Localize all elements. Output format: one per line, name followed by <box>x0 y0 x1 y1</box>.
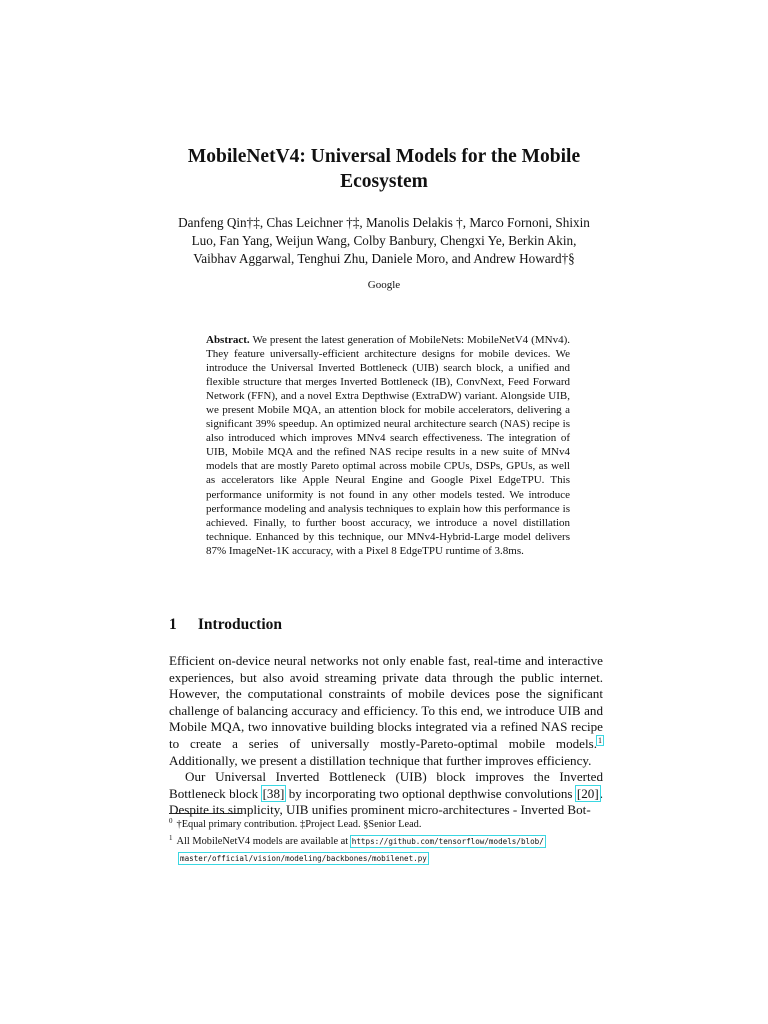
intro-p2-a: Our Universal Inverted Bottleneck (UIB) block improves the Inverted Bottleneck block <box>169 769 603 801</box>
footnote-0-text: †Equal primary contribution. ‡Project Lead. §Senior Lead. <box>176 819 422 830</box>
intro-p1-tail: Additionally, we present a distillation technique that further improves efficiency. <box>169 752 592 768</box>
footnote-1-line2 <box>169 850 609 867</box>
abstract-text: We present the latest generation of MobileNets: MobileNetV4 (MNv4). They feature universally-efficient architecture designs for mobile devices. We introduce the Universal Inverted Bottleneck (UIB) search block, a unified and flexible structure that merges Inverted Bottleneck (IB), ConvNext, Feed Forward Network (FFN), and a novel Extra Depthwise (ExtraDW) variant. Alongside UIB, we present Mobile MQA, an attention block for mobile accelerators, delivering a significant 39% speedup. An optimized neural architecture search (NAS) recipe is also introduced which improves MNv4 search effectiveness. The integration of UIB, Mobile MQA and the refined NAS recipe results in a new suite of MNv4 models that are mostly Pareto optimal across mobile CPUs, DSPs, GPUs, as well as accelerators like Apple Neural Engine and Google Pixel EdgeTPU. This performance uniformity is not found in any other models tested. We introduce performance modeling and analysis techniques to explain how this performance is achieved. Finally, to further boost accuracy, we introduce a novel distillation technique. Enhanced by this technique, our MNv4-Hybrid-Large model delivers 87% ImageNet-1K accuracy, with a Pixel 8 EdgeTPU runtime of 3.8ms. <box>206 334 570 557</box>
author-list: Danfeng Qin†‡, Chas Leichner †‡, Manolis Delakis †, Marco Fornoni, Shixin Luo, Fan Yang, Weijun Wang, Colby Banbury, Chengxi Ye, Berkin Akin, Vaibhav Aggarwal, Tenghui Zhu, Daniele Moro, and Andrew Howard†§ <box>178 215 590 266</box>
intro-body <box>169 653 603 819</box>
footnotes <box>169 816 609 867</box>
footnote-link-part2[interactable]: master/official/vision/modeling/backbones/mobilenet.py <box>180 854 427 863</box>
intro-p1-text: Efficient on-device neural networks not only enable fast, real-time and interactive experiences, but also avoid streaming private data through the public internet. However, the computational constraints of mobile devices pose the significant challenge of balancing accuracy and efficiency. To this end, we introduce UIB and Mobile MQA, two innovative building blocks integrated via a refined NAS recipe to create a series of universally mostly-Pareto-optimal mobile models. <box>169 653 603 751</box>
intro-p2-c: . Despite its simplicity, UIB unifies prominent micro-architectures - Inverted Bot- <box>169 785 603 818</box>
intro-p2-b: by incorporating two optional depthwise convolutions <box>285 785 576 801</box>
footnote-0 <box>169 816 609 833</box>
section-number: 1 <box>169 616 177 633</box>
abstract <box>206 333 570 558</box>
intro-paragraph-2 <box>169 769 603 819</box>
intro-paragraph-1 <box>169 653 603 769</box>
footnote-1-mark: 1 <box>169 833 173 842</box>
abstract-label: Abstract. <box>206 334 250 346</box>
citation-38[interactable]: [38] <box>262 785 285 801</box>
footnote-1-text: All MobileNetV4 models are available at <box>176 836 351 847</box>
citation-20[interactable]: [20] <box>576 785 599 801</box>
footnote-divider <box>169 813 241 814</box>
affiliation: Google <box>367 279 401 291</box>
paper-title: MobileNetV4: Universal Models for the Mobile Ecosystem <box>187 146 581 192</box>
footnote-ref-1[interactable]: 1 <box>598 735 602 745</box>
footnote-0-mark: 0 <box>169 816 173 825</box>
section-heading <box>169 615 609 635</box>
section-title: Introduction <box>197 616 282 633</box>
footnote-1 <box>169 833 609 850</box>
footnote-link-part1[interactable]: https://github.com/tensorflow/models/blob/ <box>351 837 544 846</box>
